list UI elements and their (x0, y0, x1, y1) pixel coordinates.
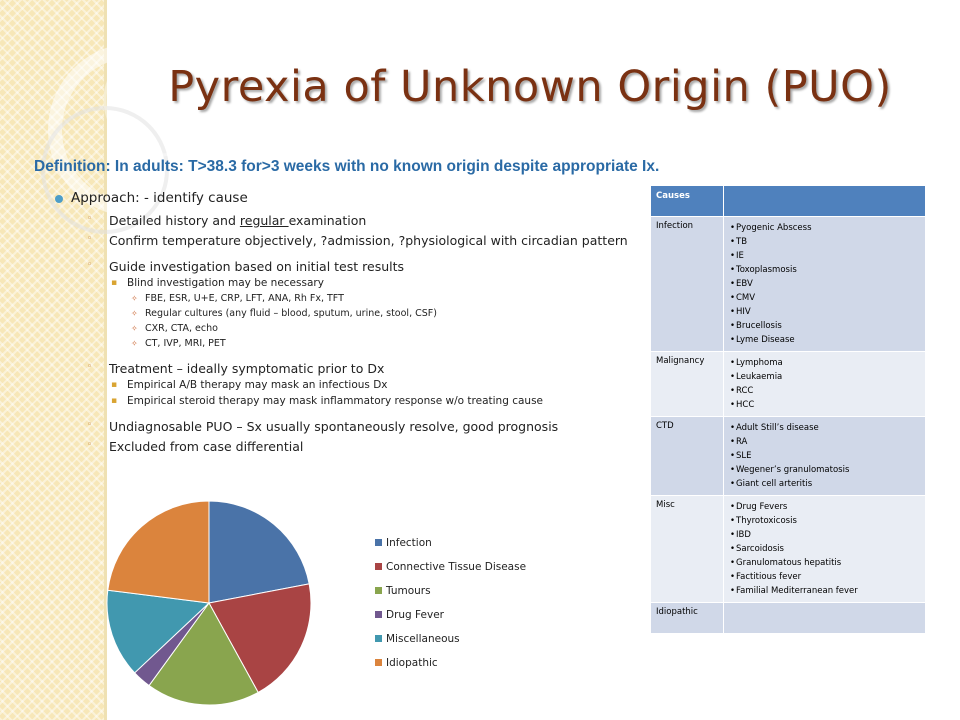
cause-list-item: • Drug Fevers (736, 500, 920, 514)
cause-cell: Idiopathic (651, 603, 724, 634)
bullet-icon: ✧ (131, 309, 138, 318)
cause-list-item: • SLE (736, 449, 920, 463)
bullet-icon: ✧ (131, 294, 138, 303)
legend-item (375, 535, 526, 559)
bullet-icon: ◦ (87, 234, 93, 244)
list-item-guide: ◦ Guide investigation based on initial test results (87, 259, 405, 274)
definition-text: Definition: In adults: T>38.3 for>3 weeks with no known origin despite appropriate Ix. (34, 158, 660, 175)
cause-list-item: • Wegener’s granulomatosis (736, 463, 920, 477)
cause-items-cell (724, 417, 926, 496)
approach-heading: Approach: - identify cause (55, 190, 630, 206)
cause-list-item: • Familial Mediterranean fever (736, 584, 920, 598)
cause-items-cell (724, 352, 926, 417)
bullet-icon: ◦ (87, 440, 93, 450)
cause-cell: Misc (651, 496, 724, 603)
list-item-test: ✧ Regular cultures (any fluid – blood, sputum, urine, stool, CSF) (131, 308, 437, 319)
bullet-icon: ◦ (87, 260, 93, 270)
cause-list-item: • IBD (736, 528, 920, 542)
approach-list (55, 190, 630, 454)
legend-swatch (375, 587, 382, 594)
bullet-icon: ✧ (131, 339, 138, 348)
legend-label: Infection (386, 537, 432, 549)
legend-item (375, 559, 526, 583)
legend-swatch (375, 659, 382, 666)
pie-slice-idiopathic (108, 501, 209, 603)
list-item-treatment-sub: ▪ Empirical A/B therapy may mask an infectious Dx (111, 379, 388, 391)
legend-swatch (375, 539, 382, 546)
table-row (651, 603, 926, 634)
cause-list-item: • Giant cell arteritis (736, 477, 920, 491)
list-item-test: ✧ CXR, CTA, echo (131, 323, 218, 334)
cause-list-item: • TB (736, 235, 920, 249)
legend-label: Idiopathic (386, 657, 438, 669)
list-item-test: ✧ CT, IVP, MRI, PET (131, 338, 226, 349)
list-item-treatment-sub: ▪ Empirical steroid therapy may mask inflammatory response w/o treating cause (111, 395, 544, 407)
table-row (651, 217, 926, 352)
bullet-icon: ▪ (111, 278, 118, 288)
cause-list-item: • EBV (736, 277, 920, 291)
list-item-blind: ▪ Blind investigation may be necessary (111, 277, 324, 289)
cause-list-item: • Lymphoma (736, 356, 920, 370)
cause-items-cell (724, 217, 926, 352)
list-item-undiagnosable: ◦ Undiagnosable PUO – Sx usually spontaneously resolve, good prognosis (87, 419, 559, 434)
legend-label: Connective Tissue Disease (386, 561, 527, 573)
cause-list-item: • Pyogenic Abscess (736, 221, 920, 235)
legend-swatch (375, 635, 382, 642)
cause-list-item: • Factitious fever (736, 570, 920, 584)
table-row (651, 352, 926, 417)
bullet-icon: ▪ (111, 396, 118, 406)
legend-item (375, 655, 526, 679)
cause-list-item: • RA (736, 435, 920, 449)
cause-list-item: • Adult Still’s disease (736, 421, 920, 435)
cause-items-cell (724, 603, 926, 634)
legend-label: Miscellaneous (386, 633, 460, 645)
legend-item (375, 631, 526, 655)
cause-list-item: • IE (736, 249, 920, 263)
cause-cell: Malignancy (651, 352, 724, 417)
list-item-history: ◦ Detailed history and regular examination (87, 213, 367, 228)
list-item-confirm: ◦ Confirm temperature objectively, ?admission, ?physiological with circadian pattern (87, 233, 628, 248)
table-row (651, 496, 926, 603)
cause-list-item: • Brucellosis (736, 319, 920, 333)
cause-list-item: • HCC (736, 398, 920, 412)
legend-item (375, 607, 526, 631)
legend-label: Tumours (386, 585, 431, 597)
list-item-treatment: ◦ Treatment – ideally symptomatic prior to Dx (87, 361, 385, 376)
pie-chart (100, 498, 320, 713)
cause-list-item: • Toxoplasmosis (736, 263, 920, 277)
chart-legend (375, 535, 526, 679)
legend-item (375, 583, 526, 607)
table-header-cell: Causes (651, 186, 724, 217)
cause-list-item: • CMV (736, 291, 920, 305)
cause-list-item: • Lyme Disease (736, 333, 920, 347)
cause-list-item: • RCC (736, 384, 920, 398)
list-item-test: ✧ FBE, ESR, U+E, CRP, LFT, ANA, Rh Fx, TFT (131, 293, 344, 304)
table-header-row (651, 186, 926, 217)
legend-swatch (375, 611, 382, 618)
legend-swatch (375, 563, 382, 570)
bullet-icon: ▪ (111, 380, 118, 390)
legend-label: Drug Fever (386, 609, 444, 621)
cause-list-item: • Granulomatous hepatitis (736, 556, 920, 570)
table-row (651, 417, 926, 496)
cause-list-item: • HIV (736, 305, 920, 319)
slide-title: Pyrexia of Unknown Origin (PUO) (168, 62, 892, 112)
cause-cell: CTD (651, 417, 724, 496)
cause-list-item: • Thyrotoxicosis (736, 514, 920, 528)
cause-list-item: • Leukaemia (736, 370, 920, 384)
bullet-icon: ◦ (87, 362, 93, 372)
bullet-icon: ✧ (131, 324, 138, 333)
bullet-icon: ◦ (87, 214, 93, 224)
cause-list-item: • Sarcoidosis (736, 542, 920, 556)
cause-cell: Infection (651, 217, 724, 352)
bullet-icon: ◦ (87, 420, 93, 430)
table-header-cell-empty (724, 186, 926, 217)
causes-table (650, 185, 926, 634)
list-item-excluded: ◦ Excluded from case differential (87, 439, 304, 454)
cause-items-cell (724, 496, 926, 603)
